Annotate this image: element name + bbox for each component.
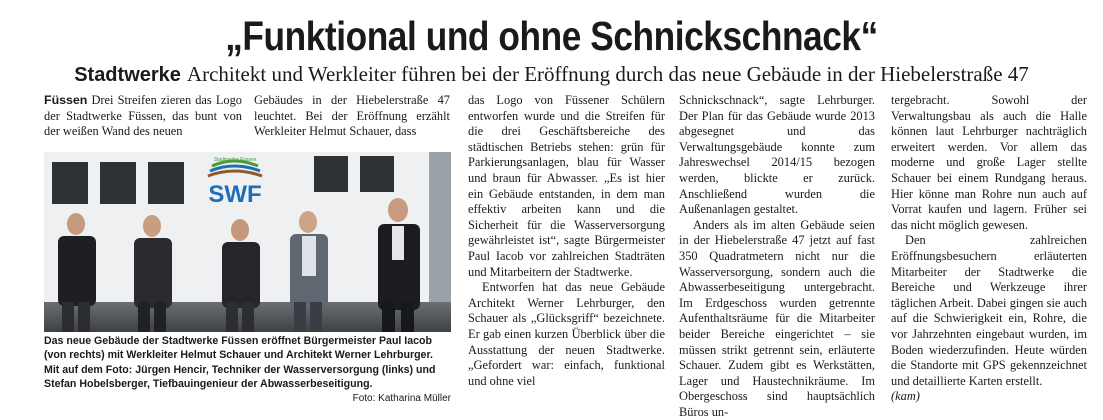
- logo-sign: Stadtwerke Füssen: [213, 157, 257, 163]
- building-side: [429, 152, 451, 302]
- paragraph: Anders als im alten Gebäude seien in der Hiebelerstraße 47 jetzt auf fast 350 Quadratmetern nicht nur die Wasserversorgung, sondern auch die Abwasserbeseitigung untergebracht. Im Erdgeschoss wurden getrennte Aufenthaltsräume für die Mitarbeiter beider Bereiche eingerichtet – sie müssen strikt getrennt sein, erläuterte Schauer. Zudem gibt es Werkstätten, Lager und Haustechnikräume. Im Obergeschoss sind hauptsächlich Büros un-: [679, 217, 875, 419]
- text-column-3: [468, 93, 665, 389]
- paragraph: das Logo von Füssener Schülern entworfen wurde und die Streifen für die drei Geschäftsbereiche des städtischen Betriebs stehen: grün für Parkierungsanlagen, blau für Wasser und braun für Abwasser. „Es ist hier ein Gebäude entstanden, in dem man effektiv arbeiten kann und die Sicherheit für die Wasserversorgung gewährleistet ist“, sagte Bürgermeister Paul Iacob vor zahlreichen Stadträten und Mitarbeitern der Stadtwerke.: [468, 93, 665, 279]
- dateline: Füssen: [44, 93, 88, 107]
- photo-illustration: [44, 152, 451, 332]
- headline: „Funktional und ohne Schnickschnack“: [225, 13, 878, 59]
- paragraph: [44, 93, 242, 140]
- photo-credit: Foto: Katharina Müller: [352, 392, 451, 404]
- article-photo: [44, 152, 451, 332]
- swf-logo: [208, 157, 262, 208]
- photo-caption: [44, 334, 451, 406]
- caption-text: Das neue Gebäude der Stadtwerke Füssen eröffnet Bürgermeister Paul Iacob (von rechts) mit Werkleiter Helmut Schauer und Architekt Werner Lehrburger. Mit auf dem Foto: Jürgen Hencir, Techniker der Wasserversorgung (links) und Stefan Hobelsberger, Tiefbauingenieur der Abwasserbeseitigung.: [44, 335, 436, 391]
- subheadline-text: Architekt und Werkleiter führen bei der Eröffnung durch das neue Gebäude in der Hiebelerstraße 47: [186, 62, 1029, 86]
- paragraph-text: Drei Streifen zieren das Logo der Stadtwerke Füssen, das bunt von der weißen Wand des neuen: [44, 93, 242, 139]
- paragraph: Schnickschnack“, sagte Lehrburger. Der Plan für das Gebäude wurde 2013 abgesegnet und das Verwaltungsgebäude konnte zum Jahreswechsel 2014/15 bezogen werden, blickte er zurück. Anschließend wurden die Außenanlagen gestaltet.: [679, 93, 875, 217]
- paragraph: tergebracht. Sowohl der Verwaltungsbau als auch die Halle können laut Lehrburger nachträglich erweitert werden. Vor allem das moderne und große Lager stellte Schauer bei einem Rundgang heraus. Hier könne man Rohre nun auch auf Vorrat kaufen und lagern. Früher sei das nicht möglich gewesen.: [891, 93, 1087, 232]
- paragraph: Gebäudes in der Hiebelerstraße 47 leuchtet. Bei der Eröffnung erzählt Werkleiter Helmut Schauer, dass: [254, 93, 450, 139]
- paragraph: Entworfen hat das neue Gebäude Architekt Werner Lehrburger, den Schauer als „Glücksgriff“ bezeichnete. Er gab einen kurzen Überblick über die Ausstattung der neuen Stadtwerke. „Gefordert war: einfach, funktional und ohne viel: [468, 280, 665, 388]
- paragraph: Den zahlreichen Eröffnungsbesuchern erläuterten Mitarbeiter der Stadtwerke die Bereiche und Werkzeuge ihrer täglichen Arbeit. Dabei gingen sie auch auf die Schwierigkeit ein, Rohre, die vor Jahrzehnten eingebaut wurden, im Boden wiederzufinden. Heute würden die Standorte mit GPS gekennzeichnet und detaillierte Karten erstellt.: [891, 233, 1087, 388]
- logo-text: SWF: [208, 181, 262, 208]
- text-column-1: [44, 93, 242, 140]
- kicker: Stadtwerke: [74, 64, 181, 86]
- author-tag: (kam): [891, 389, 920, 404]
- text-column-4: [679, 93, 875, 420]
- subheadline: [0, 62, 1103, 87]
- text-column-5: [891, 93, 1087, 405]
- text-column-2: [254, 93, 450, 140]
